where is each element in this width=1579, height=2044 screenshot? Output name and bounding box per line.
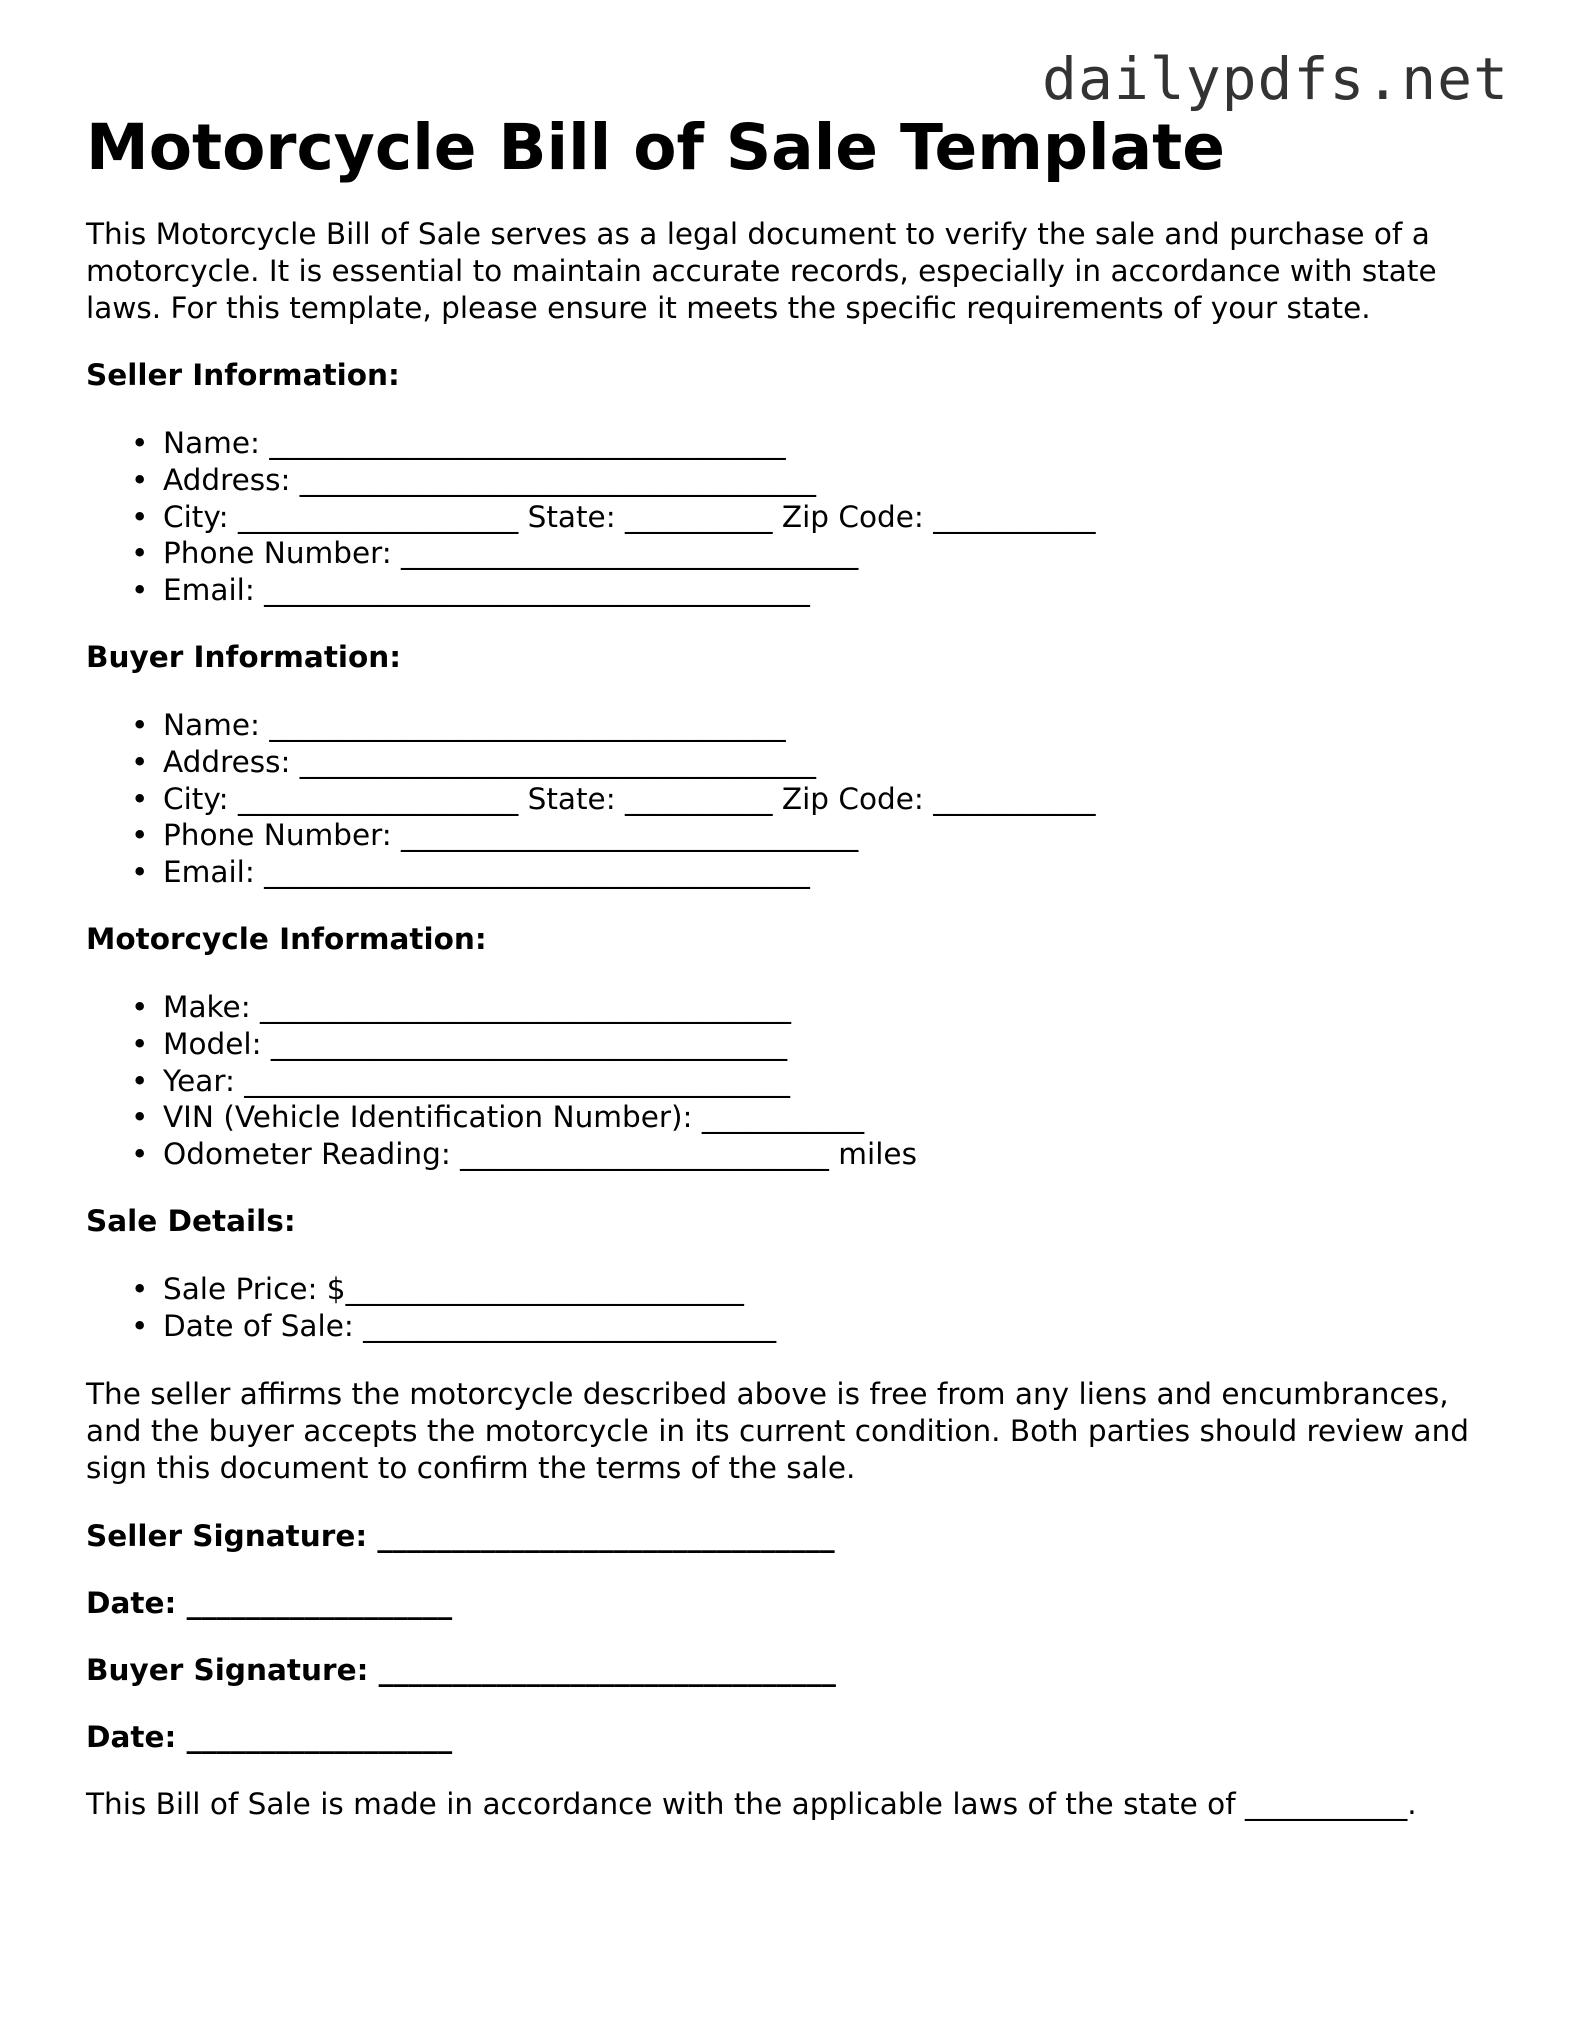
bullet-icon: • <box>131 1137 149 1172</box>
bullet-icon: • <box>131 818 149 853</box>
odometer-field[interactable]: Odometer Reading: _________________________ miles <box>163 1137 917 1172</box>
make-field[interactable]: Make: ____________________________________ <box>163 989 792 1024</box>
motorcycle-heading: Motorcycle Information: <box>86 921 487 956</box>
model-field[interactable]: Model: ___________________________________ <box>163 1026 788 1061</box>
list-item <box>131 462 1506 499</box>
list-item <box>131 1063 1506 1100</box>
sale-details-heading: Sale Details: <box>86 1203 296 1238</box>
seller-date-field[interactable]: Date: __________________ <box>86 1585 453 1620</box>
buyer-signature-field[interactable]: Buyer Signature: _______________________________ <box>86 1652 836 1687</box>
bullet-icon: • <box>131 855 149 890</box>
bullet-icon: • <box>131 426 149 460</box>
list-item <box>131 744 1506 781</box>
bullet-icon: • <box>131 499 149 534</box>
year-field[interactable]: Year: _____________________________________ <box>163 1063 791 1098</box>
buyer-address-field[interactable]: Address: ___________________________________ <box>163 744 817 779</box>
seller-name-field[interactable]: Name: ___________________________________ <box>163 426 786 460</box>
buyer-date-field[interactable]: Date: __________________ <box>86 1719 453 1754</box>
bullet-icon: • <box>131 573 149 608</box>
seller-signature-field[interactable]: Seller Signature: _______________________________ <box>86 1518 835 1553</box>
buyer-email-field[interactable]: Email: _____________________________________ <box>163 855 810 890</box>
bullet-icon: • <box>131 536 149 571</box>
seller-phone-field[interactable]: Phone Number: _______________________________ <box>163 536 859 571</box>
date-of-sale-field[interactable]: Date of Sale: ____________________________ <box>163 1308 777 1343</box>
bullet-icon: • <box>131 1271 149 1306</box>
list-item <box>131 854 1506 891</box>
buyer-name-field[interactable]: Name: ___________________________________ <box>163 707 786 742</box>
list-item <box>131 1026 1506 1063</box>
bullet-icon: • <box>131 1063 149 1098</box>
bullet-icon: • <box>131 1308 149 1343</box>
buyer-fields <box>86 707 1506 891</box>
list-item <box>131 817 1506 854</box>
seller-address-field[interactable]: Address: ___________________________________ <box>163 462 817 497</box>
seller-heading: Seller Information: <box>86 358 400 392</box>
seller-city-state-zip-field[interactable]: City: ___________________ State: __________ Zip Code: ___________ <box>163 499 1096 534</box>
intro-paragraph: This Motorcycle Bill of Sale serves as a legal document to verify the sale and purchase of a motorcycle. It is essential to maintain accurate records, especially in accordance with state laws. For this template, please ensure it meets the specific requirements of your state. <box>86 217 1437 325</box>
bullet-icon: • <box>131 1100 149 1135</box>
list-item <box>131 1271 1506 1308</box>
document-body <box>86 108 1506 1823</box>
bullet-icon: • <box>131 462 149 497</box>
sale-fields <box>86 1271 1506 1345</box>
affirmation-paragraph: The seller affirms the motorcycle described above is free from any liens and encumbrances, and the buyer accepts the motorcycle in its current condition. Both parties should review and sign this document to confirm the terms of the sale. <box>86 1376 1469 1485</box>
list-item <box>131 572 1506 609</box>
buyer-heading: Buyer Information: <box>86 639 402 674</box>
list-item <box>131 499 1506 536</box>
watermark: dailypdfs.net <box>1042 45 1509 113</box>
list-item <box>131 1308 1506 1345</box>
list-item <box>131 707 1506 744</box>
seller-fields <box>86 425 1506 609</box>
buyer-phone-field[interactable]: Phone Number: _______________________________ <box>163 818 859 853</box>
sale-price-field[interactable]: Sale Price: $___________________________ <box>163 1271 744 1306</box>
list-item <box>131 781 1506 818</box>
bullet-icon: • <box>131 781 149 816</box>
bullet-icon: • <box>131 989 149 1024</box>
closing-statement: This Bill of Sale is made in accordance with the applicable laws of the state of ___________. <box>86 1786 1417 1821</box>
list-item <box>131 1099 1506 1136</box>
buyer-city-state-zip-field[interactable]: City: ___________________ State: __________ Zip Code: ___________ <box>163 781 1096 816</box>
list-item <box>131 989 1506 1026</box>
bullet-icon: • <box>131 1026 149 1061</box>
list-item <box>131 425 1506 462</box>
bullet-icon: • <box>131 744 149 779</box>
seller-email-field[interactable]: Email: _____________________________________ <box>163 573 810 608</box>
bullet-icon: • <box>131 707 149 742</box>
document-title: Motorcycle Bill of Sale Template <box>86 111 1225 184</box>
motorcycle-fields <box>86 989 1506 1173</box>
list-item <box>131 1136 1506 1173</box>
list-item <box>131 535 1506 572</box>
vin-field[interactable]: VIN (Vehicle Identification Number): ___________ <box>163 1100 865 1135</box>
